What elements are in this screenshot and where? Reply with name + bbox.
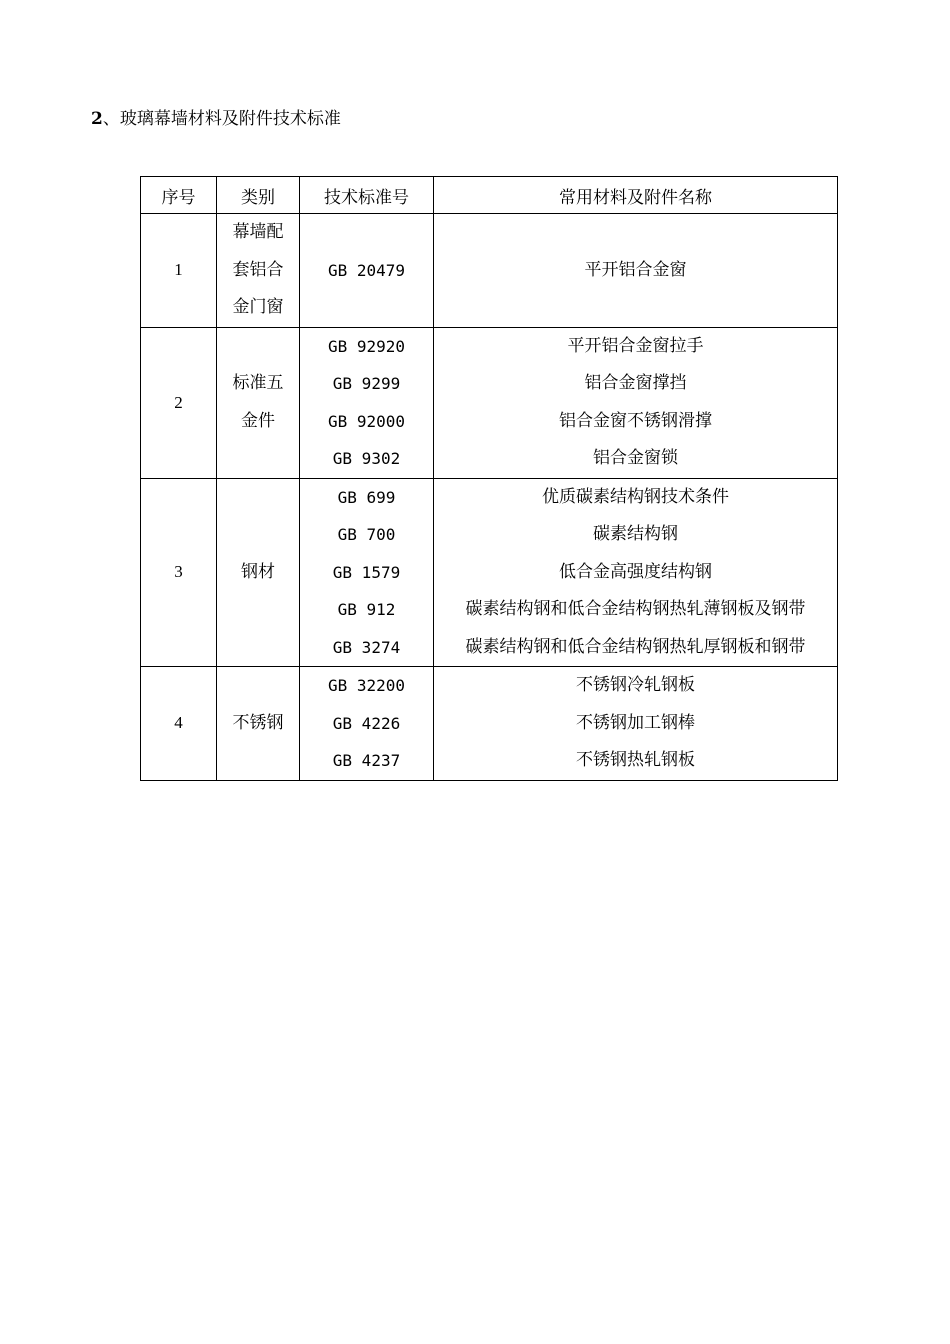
table-row [141,667,838,781]
material-name: 不锈钢加工钢棒 [576,712,695,733]
header-standard-number: 技术标准号 [300,177,434,214]
material-name-cell [434,327,838,478]
standard-number: GB 9299 [332,374,401,393]
standard-number-cell [300,327,434,478]
material-name: 不锈钢冷轧钢板 [576,675,695,695]
serial-number-cell: 1 [141,214,217,328]
category-line: 幕墙配 [232,222,284,242]
material-name: 不锈钢热轧钢板 [576,750,695,770]
material-name: 铝合金窗不锈钢滑撑 [559,410,712,431]
standard-number: GB 699 [337,487,396,507]
standard-number: GB 20479 [327,260,406,280]
material-name: 铝合金窗撑挡 [584,373,687,393]
standard-number: GB 1579 [332,562,401,582]
material-name-cell [434,478,838,667]
standard-number-cell [300,214,434,328]
material-name: 碳素结构钢和低合金结构钢热轧厚钢板和钢带 [465,636,806,657]
section-heading [91,107,341,131]
standard-number: GB 92920 [327,336,406,356]
table-row [141,214,838,328]
material-name: 优质碳素结构钢技术条件 [542,486,729,507]
standard-number: GB 32200 [327,676,406,695]
standard-number: GB 4237 [332,751,401,770]
standard-number-cell [300,667,434,781]
standards-table [140,176,838,781]
standard-number: GB 9302 [332,449,401,468]
standard-number: GB 3274 [332,637,401,657]
standard-number-cell [300,478,434,667]
category-cell [217,327,300,478]
category-cell [217,478,300,667]
category-line: 不锈钢 [232,712,284,733]
header-material-name: 常用材料及附件名称 [434,177,838,214]
standard-number: GB 92000 [327,411,406,431]
material-name: 碳素结构钢 [593,524,678,544]
standard-number: GB 700 [337,525,396,544]
standard-number: GB 912 [337,600,396,619]
material-name: 碳素结构钢和低合金结构钢热轧薄钢板及钢带 [465,599,806,619]
material-name-cell [434,667,838,781]
category-line: 标准五 [232,373,284,393]
serial-number-cell: 3 [141,478,217,667]
table-row [141,478,838,667]
serial-number-cell: 2 [141,327,217,478]
table-header-row [141,177,838,214]
category-line: 金门窗 [232,297,284,317]
material-name-cell [434,214,838,328]
material-name: 铝合金窗锁 [593,448,678,468]
material-name: 平开铝合金窗拉手 [567,335,704,356]
header-serial-number: 序号 [141,177,217,214]
category-cell [217,667,300,781]
table-row [141,327,838,478]
category-line: 金件 [241,410,275,431]
material-name: 低合金高强度结构钢 [559,561,712,582]
category-line: 钢材 [241,561,275,582]
section-number: 2 [91,109,103,129]
standard-number: GB 4226 [332,713,401,733]
serial-number-cell: 4 [141,667,217,781]
category-line: 套铝合 [232,259,284,280]
header-category: 类别 [217,177,300,214]
section-title: 、玻璃幕墙材料及附件技术标准 [102,109,341,129]
material-name: 平开铝合金窗 [584,259,687,280]
category-cell [217,214,300,328]
